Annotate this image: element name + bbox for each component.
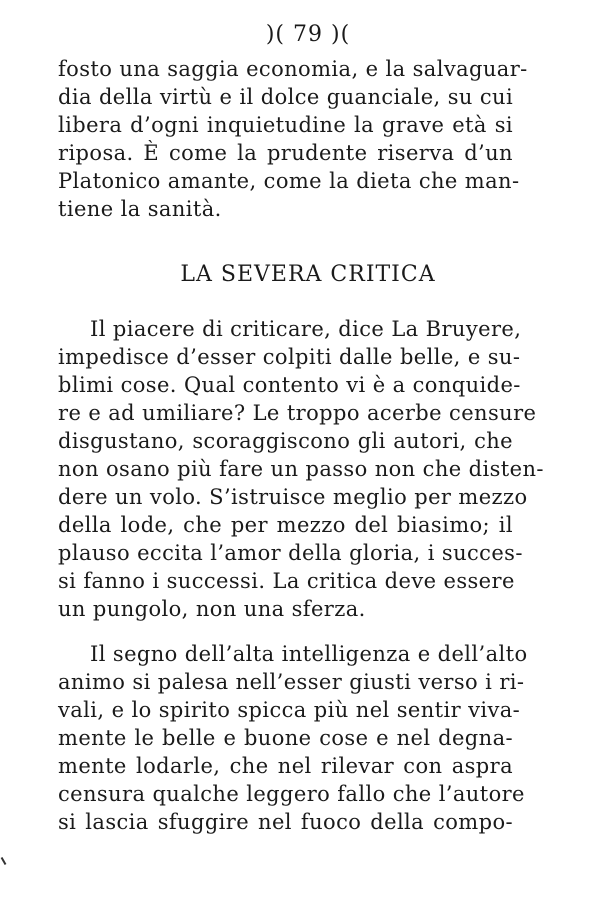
text-line: plauso eccita l’amor della gloria, i succes-: [58, 541, 523, 565]
text-line: si lascia sfuggire nel fuoco della compo-: [58, 810, 513, 834]
text-line: Il piacere di criticare, dice La Bruyere,: [90, 317, 522, 341]
text-line: impedisce d’esser colpiti dalle belle, e su-: [58, 345, 521, 369]
text-line: libera d’ogni inquietudine la grave età si: [58, 113, 513, 137]
text-line: mente lodarle, che nel rilevar con aspra: [58, 754, 513, 778]
paragraph-critica-1: [58, 315, 544, 623]
text-line: fosto una saggia economia, e la salvaguar-: [58, 57, 528, 81]
text-line: non osano più fare un passo non che disten-: [58, 457, 544, 481]
text-line: della lode, che per mezzo del biasimo; il: [58, 513, 513, 537]
text-line: si fanno i successi. La critica deve essere: [58, 569, 515, 593]
text-line: blimi cose. Qual contento vi è a conquide-: [58, 373, 521, 397]
text-line: disgustano, scoraggiscono gli autori, che: [58, 429, 513, 453]
margin-mark: [1, 853, 14, 865]
text-line: tiene la sanità.: [58, 197, 222, 221]
paragraph-continuation: [58, 55, 528, 223]
text-line: animo si palesa nell’esser giusti verso i ri-: [58, 670, 525, 694]
text-line: mente le belle e buone cose e nel degna-: [58, 726, 513, 750]
text-line: vali, e lo spirito spicca più nel sentir viva-: [58, 698, 521, 722]
page-number: )( 79 )(: [265, 22, 351, 47]
text-line: Il segno dell’alta intelligenza e dell’alto: [90, 642, 528, 666]
text-line: un pungolo, non una sferza.: [58, 597, 366, 621]
text-line: dia della virtù e il dolce guanciale, su cui: [58, 85, 514, 109]
paragraph-critica-2: [58, 640, 528, 836]
text-line: censura qualche leggero fallo che l’autore: [58, 782, 525, 806]
text-line: riposa. È come la prudente riserva d’un: [58, 141, 513, 165]
text-line: Platonico amante, come la dieta che man-: [58, 169, 520, 193]
text-line: dere un volo. S’istruisce meglio per mezzo: [58, 485, 528, 509]
text-line: re e ad umiliare? Le troppo acerbe censure: [58, 401, 537, 425]
section-heading: LA SEVERA CRITICA: [180, 262, 436, 287]
